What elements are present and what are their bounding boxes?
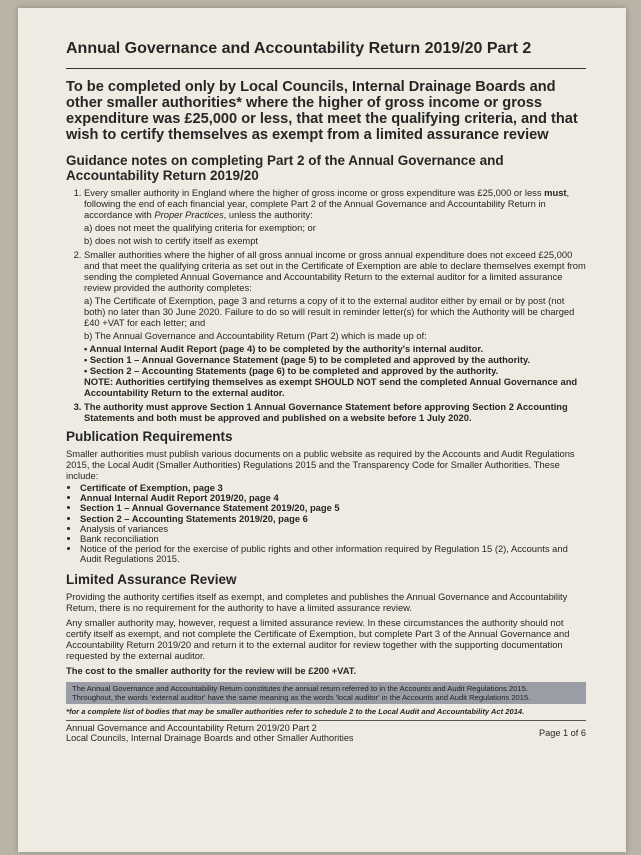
- page-footer: [66, 723, 586, 743]
- item2-bullet-3: • Section 2 – Accounting Statements (page 6) to be completed and approved by the authority.: [84, 365, 499, 376]
- limited-assurance-heading: Limited Assurance Review: [66, 571, 237, 587]
- item2-bullet-1: • Annual Internal Audit Report (page 4) to be completed by the authority's internal auditor.: [84, 343, 484, 354]
- footer-line-2: Local Councils, Internal Drainage Boards and other Smaller Authorities: [66, 732, 354, 743]
- item2-note: NOTE: Authorities certifying themselves as exempt SHOULD NOT send the completed Annual Governance and Accountability Return to the external auditor.: [84, 376, 578, 398]
- guidance-heading: Guidance notes on completing Part 2 of the Annual Governance and Accountability Return 2019/20: [66, 153, 504, 183]
- item2-bullet-2: • Section 1 – Annual Governance Statement (page 5) to be completed and approved by the authority.: [84, 354, 531, 365]
- publication-list: [66, 483, 586, 565]
- title-rule: [66, 68, 586, 69]
- item2-sub-b: b) The Annual Governance and Accountability Return (Part 2) which is made up of:: [84, 330, 427, 341]
- guidance-item-1: 1. Every smaller authority in England where the higher of gross income or gross expenditure was £25,000 or less must, following the end of each financial year, complete Part 2 of the Annual Governance and Accountability Return in accordance with Proper Practices, unless the authority: a) does not meet the qualifying criteria for exemption; or b) does not wish to certify itself as exempt: [84, 187, 586, 246]
- page-number: Page 1 of 6: [539, 727, 586, 738]
- limited-assurance-p1: Providing the authority certifies itself as exempt, and completes and publishes the Annual Governance and Accountability Return, there is no requirement for the authority to have a limited assurance review.: [66, 590, 568, 613]
- page-content: [66, 40, 586, 743]
- guidance-item-3: 3. The authority must approve Section 1 Annual Governance Statement before approving Section 2 Accounting Statements and both must be approved and published on a website before 1 July 2020.: [84, 401, 586, 423]
- info-box-line-2: Throughout, the words 'external auditor' have the same meaning as the words 'local auditor' in the Accounts and Audit Regulations 2015.: [72, 692, 531, 702]
- item2-sub-a: a) The Certificate of Exemption, page 3 and returns a copy of it to the external auditor either by email or by post (not both) no later than 30 June 2020. Failure to do so will result in reminder letter(s) for which the Authority will be charged £40 +VAT for each letter; and: [84, 295, 575, 328]
- item1-sub-b: b) does not wish to certify itself as exempt: [84, 235, 259, 246]
- footer-line-1: Annual Governance and Accountability Return 2019/20 Part 2: [66, 722, 317, 733]
- publication-item: • Bank reconciliation: [80, 534, 586, 544]
- publication-item: • Certificate of Exemption, page 3: [80, 483, 586, 493]
- intro-statement: To be completed only by Local Councils, Internal Drainage Boards and other smaller authorities* where the higher of gross income or gross expenditure was £25,000 or less, that meet the qualifying criteria, and that wish to certify themselves as exempt from a limited assurance review: [66, 79, 578, 143]
- publication-item: • Annual Internal Audit Report 2019/20, page 4: [80, 493, 586, 503]
- document-title: Annual Governance and Accountability Return 2019/20 Part 2: [66, 40, 532, 57]
- info-box: [66, 682, 586, 704]
- document-page: [18, 8, 626, 852]
- publication-item: • Notice of the period for the exercise of public rights and other information required by Regulation 15 (2), Accounts and Audit Regulations 2015.: [80, 544, 586, 564]
- publication-item: • Analysis of variances: [80, 524, 586, 534]
- publication-item: • Section 2 – Accounting Statements 2019/20, page 6: [80, 514, 586, 524]
- guidance-item-2: 2. Smaller authorities where the higher of all gross annual income or gross annual expenditure does not exceed £25,000 and that meet the qualifying criteria as set out in the Certificate of Exemption are able to declare themselves exempt from sending the completed Annual Governance and Accountability Return to the external auditor for a limited assurance review provided the authority completes: a) The Certificate of Exemption, page 3 and returns a copy of it to the external auditor either by email or by post (not both) no later than 30 June 2020. Failure to do so will result in reminder letter(s) for which the Authority will be charged £40 +VAT for each letter; and b) The Annual Governance and Accountability Return (Part 2) which is made up of: • Annual Internal Audit Report (page 4) to be completed by the authority's internal auditor. • Section 1 – Annual Governance Statement (page 5) to be completed and approved by the authority. • Section 2 – Accounting Statements (page 6) to be completed and approved by the authority. NOTE: Authorities certifying themselves as exempt SHOULD NOT send the completed Annual Governance and Accountability Return to the external auditor.: [84, 249, 586, 398]
- publication-text: Smaller authorities must publish various documents on a public website as required by the Accounts and Audit Regulations 2015, the Local Audit (Smaller Authorities) Regulations 2015 and the Transparency Code for Smaller Authorities. These include:: [66, 448, 575, 481]
- limited-assurance-p2: Any smaller authority may, however, request a limited assurance review. In these circumstances the authority should not certify itself as exempt, and not complete the Certificate of Exemption, but complete Part 3 of the Annual Governance and Accountability Return 2019/20 and return it to the external auditor for review together with the supporting documentation requested by the external auditor.: [66, 616, 570, 661]
- footnote: *for a complete list of bodies that may be smaller authorities refer to schedule 2 to the Local Audit and Accountability Act 2014.: [66, 706, 525, 716]
- limited-assurance-cost: The cost to the smaller authority for the review will be £200 +VAT.: [66, 664, 357, 676]
- footer-rule: [66, 720, 586, 721]
- item1-sub-a: a) does not meet the qualifying criteria for exemption; or: [84, 222, 316, 233]
- info-box-line-1: The Annual Governance and Accountability Return constitutes the annual return referred to in the Accounts and Audit Regulations 2015.: [72, 683, 528, 693]
- publication-item: • Section 1 – Annual Governance Statement 2019/20, page 5: [80, 503, 586, 513]
- guidance-list: [66, 187, 586, 423]
- publication-heading: Publication Requirements: [66, 429, 233, 444]
